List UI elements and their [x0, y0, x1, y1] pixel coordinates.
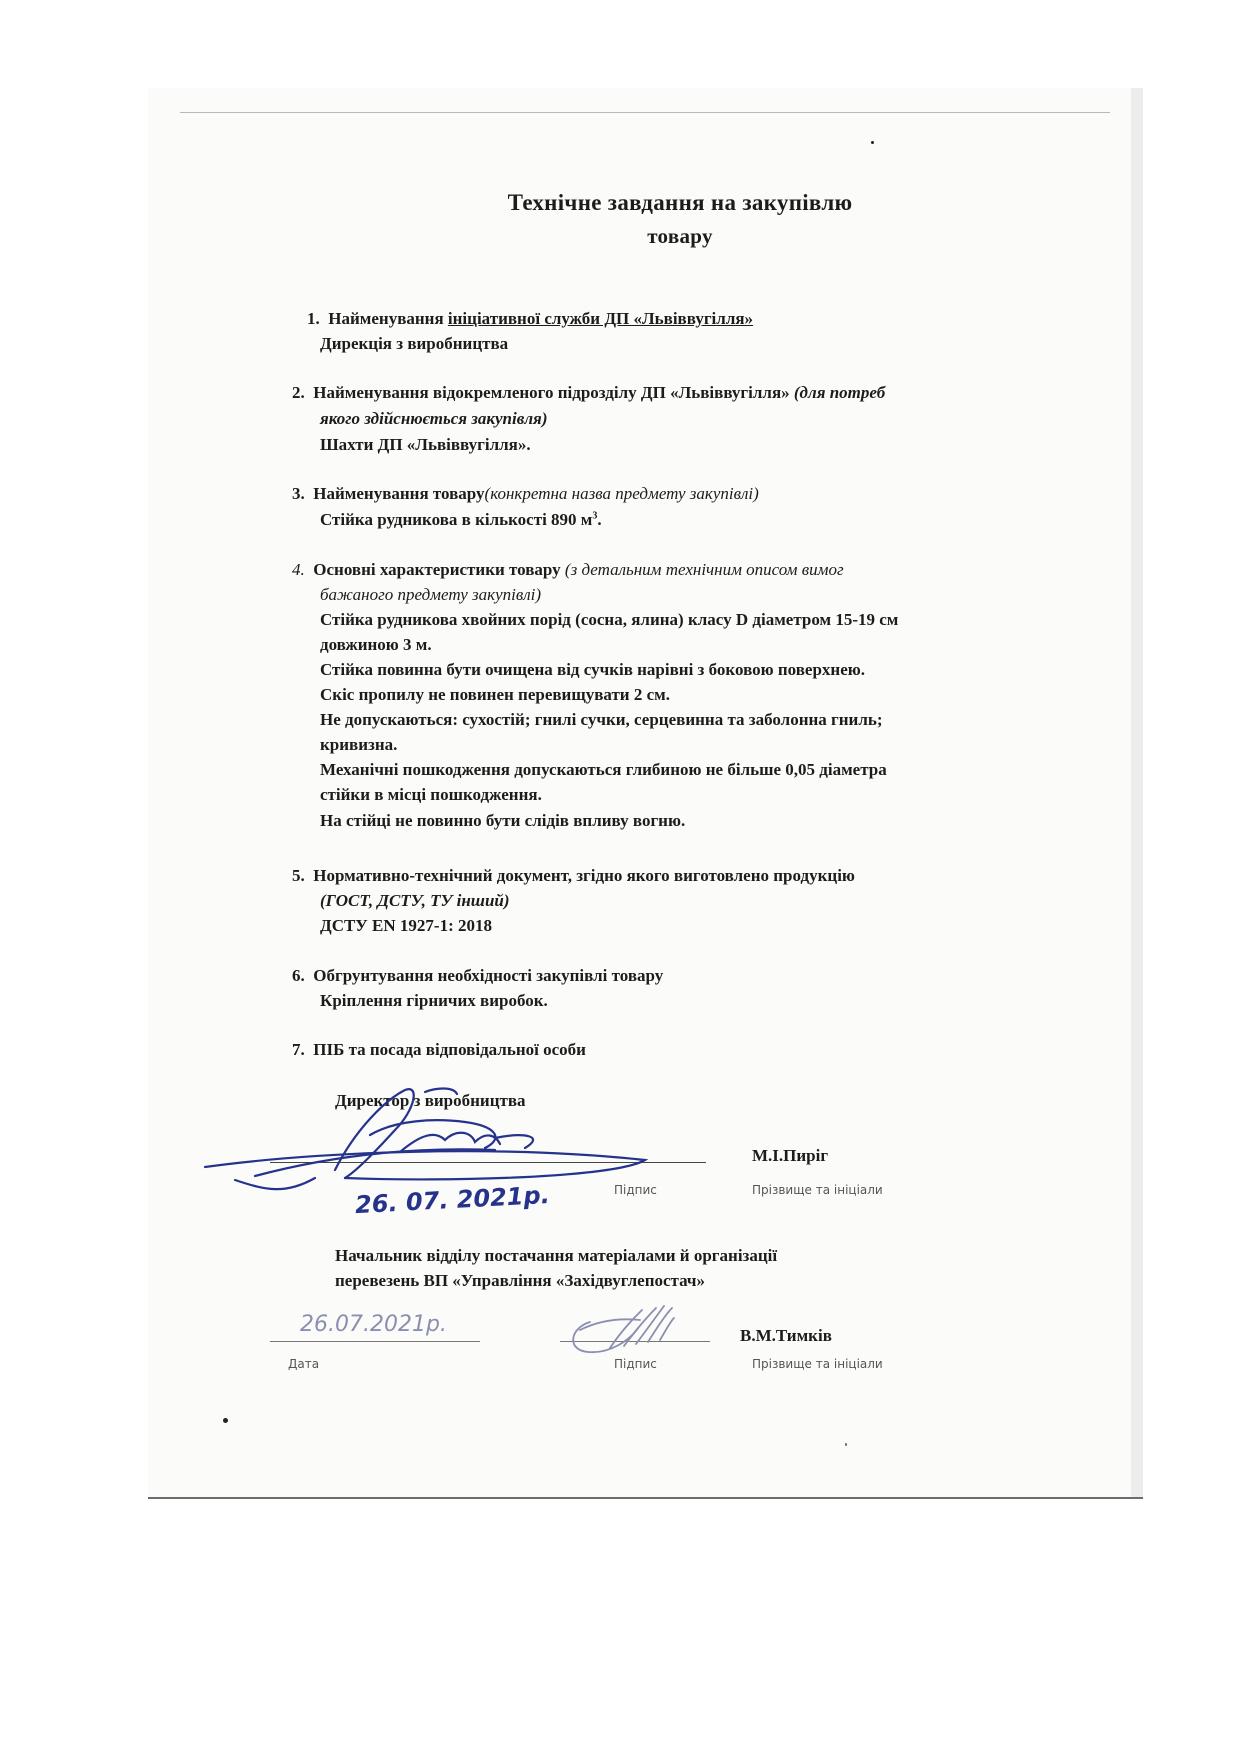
sig2-sign-label: Підпис: [614, 1357, 657, 1371]
sig2-signature: [560, 1300, 710, 1360]
section-1-heading: [307, 309, 753, 329]
section-4-line-5: Не допускаються: сухостій; гнилі сучки, серцевинна та заболонна гниль;: [320, 710, 883, 729]
section-4-heading: [292, 560, 844, 580]
section-7-heading: [292, 1040, 586, 1060]
scan-speck: [845, 1443, 847, 1446]
sig2-date-line: [270, 1341, 480, 1342]
section-3-note: (конкретна назва предмету закупівлі): [484, 484, 759, 503]
section-3-label: Найменування товару: [313, 484, 485, 503]
section-4-line-2: довжиною 3 м.: [320, 635, 432, 654]
section-4-number: 4.: [292, 560, 305, 579]
sig2-position-line2: перевезень ВП «Управління «Західвуглепостач»: [335, 1271, 706, 1290]
section-5-number: 5.: [292, 866, 305, 885]
section-3-number: 3.: [292, 484, 305, 503]
section-7-number: 7.: [292, 1040, 305, 1059]
section-5-value: ДСТУ EN 1927-1: 2018: [320, 916, 492, 935]
section-2-note: (для потреб: [793, 383, 886, 402]
section-4-line-1: Стійка рудникова хвойних порід (сосна, ялина) класу D діаметром 15-19 см: [320, 610, 899, 629]
sig2-name: В.М.Тимків: [740, 1326, 832, 1345]
sig1-position: Директор з виробництва: [335, 1091, 526, 1110]
section-6-label: Обгрунтування необхідності закупівлі товару: [313, 966, 664, 985]
section-4-line-6: кривизна.: [320, 735, 398, 754]
scan-speck: [223, 1418, 228, 1423]
section-3-value-sup: 3: [592, 510, 598, 522]
sig2-position-line1: Начальник відділу постачання матеріалами й організації: [335, 1246, 778, 1265]
sig2-name-label: Прізвище та ініціали: [752, 1357, 883, 1371]
section-1-label-underlined: ініціативної служби ДП «Львіввугілля»: [447, 309, 754, 328]
scan-top-edge: [180, 112, 1110, 113]
section-7-label: ПІБ та посада відповідальної особи: [313, 1040, 586, 1059]
section-3-heading: [292, 484, 759, 504]
section-4-note-cont: бажаного предмету закупівлі): [320, 585, 542, 604]
section-5-heading: [292, 866, 855, 886]
section-2-number: 2.: [292, 383, 305, 402]
document-title-line2: товару: [647, 224, 713, 248]
sig1-name-label: Прізвище та ініціали: [752, 1183, 883, 1197]
section-4-line-7: Механічні пошкодження допускаються глибиною не більше 0,05 діаметра: [320, 760, 887, 779]
scan-speck: [871, 141, 874, 144]
sig2-date-label: Дата: [288, 1357, 320, 1371]
section-3-value: [320, 510, 602, 530]
scan-right-edge: [1131, 88, 1143, 1498]
section-1-number: 1.: [307, 309, 320, 328]
sig1-date-handwritten: 26. 07. 2021р.: [354, 1180, 551, 1220]
sig1-name: М.І.Пиріг: [752, 1146, 829, 1165]
section-4-note: (з детальним технічним описом вимог: [564, 560, 844, 579]
sig2-date-handwritten: 26.07.2021р.: [300, 1312, 447, 1337]
section-1-value: Дирекція з виробництва: [320, 334, 509, 353]
section-4-line-4: Скіс пропилу не повинен перевищувати 2 см.: [320, 685, 670, 704]
document-title: Технічне завдання на закупівлю: [507, 190, 853, 215]
section-1-label: Найменування: [328, 309, 448, 328]
section-3-value-text: Стійка рудникова в кількості 890 м: [320, 510, 593, 529]
section-3-value-end: .: [597, 510, 602, 529]
section-4-line-3: Стійка повинна бути очищена від сучків нарівні з боковою поверхнею.: [320, 660, 866, 679]
scan-bottom-edge: [148, 1497, 1143, 1499]
sig1-sign-label: Підпис: [614, 1183, 657, 1197]
section-6-heading: [292, 966, 663, 986]
section-5-note: (ГОСТ, ДСТУ, ТУ інший): [320, 891, 510, 910]
section-6-value: Кріплення гірничих виробок.: [320, 991, 548, 1010]
section-6-number: 6.: [292, 966, 305, 985]
section-4-line-9: На стійці не повинно бути слідів впливу вогню.: [320, 811, 686, 830]
section-4-label: Основні характеристики товару: [313, 560, 565, 579]
section-4-line-8: стійки в місці пошкодження.: [320, 785, 542, 804]
section-2-label: Найменування відокремленого підрозділу ДП «Львіввугілля»: [313, 383, 794, 402]
section-2-heading: [292, 383, 885, 403]
sig1-signature: [195, 1060, 665, 1210]
section-2-note-cont: якого здійснюється закупівля): [320, 409, 548, 428]
section-5-label: Нормативно-технічний документ, згідно якого виготовлено продукцію: [313, 866, 855, 885]
section-2-value: Шахти ДП «Львіввугілля».: [320, 435, 531, 454]
